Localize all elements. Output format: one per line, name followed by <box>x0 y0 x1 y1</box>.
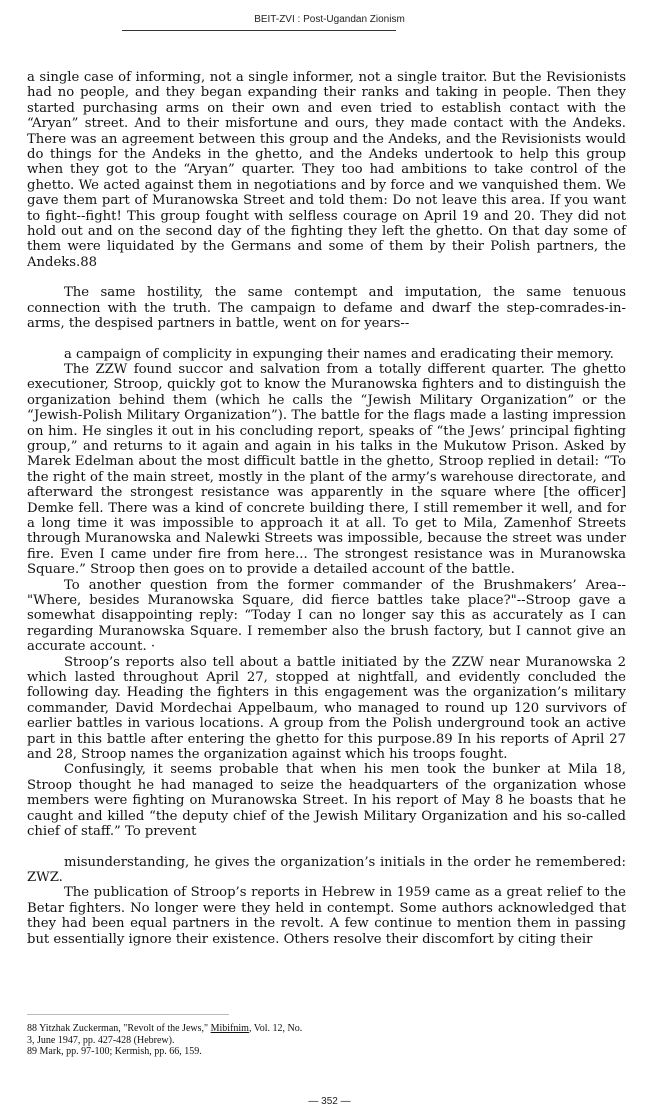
footnote-89: 89 Mark, pp. 97-100; Kermish, pp. 66, 159. <box>27 1046 202 1057</box>
paragraph-9: The publication of Stroop’s reports in Hebrew in 1959 came as a great relief to the Betar fighters. No longer were they held in contempt. Some authors acknowledged that they had been equal partners in the revolt. A few continue to mention them in passing but essentially ignore their existence. Others resolve their discomfort by citing their <box>27 885 626 947</box>
footnote-rule <box>27 1014 229 1015</box>
paragraph-4: The ZZW found succor and salvation from a totally different quarter. The ghetto executioner, Stroop, quickly got to know the Muranowska fighters and to distinguish the organization behind them (which he calls the “Jewish Military Organization” or the “Jewish-Polish Military Organization”). The battle for the flags made a lasting impression on him. He singles it out in his concluding report, speaks of “the Jews’ principal fighting group,” and returns to it again and again in his talks in the Mukutow Prison. Asked by Marek Edelman about the most difficult battle in the ghetto, Stroop replied in detail: “To the right of the main street, mostly in the plant of the army’s warehouse directorate, and afterward the strongest resistance was apparently in the square where [the officer] Demke fell. There was a kind of concrete building there, I still remember it well, and for a long time it was impossible to approach it at all. To get to Mila, Zamenhof Streets through Muranowska and Nalewki Streets was impossible, because the street was under fire. Even I came under fire from here... The strongest resistance was in Muranowska Square.” Stroop then goes on to provide a detailed account of the battle. <box>27 361 626 578</box>
footnote-88 <box>27 1023 387 1035</box>
paragraph-1: a single case of informing, not a single informer, not a single traitor. But the Revisionists had no people, and they began expanding their ranks and taking in people. Then they started purchasing arms on their own and even tried to establish contact with the “Aryan” street. And to their misfortune and ours, they made contact with the Andeks. There was an agreement between this group and the Andeks, and the Revisionists would do things for the Andeks in the ghetto, and the Andeks undertook to help this group when they got to the “Aryan” quarter. They too had ambitions to take control of the ghetto. We acted against them in negotiations and by force and we vanquished them. We gave them part of Muranowska Street and told them: Do not leave this area. If you want to fight--fight! This group fought with selfless courage on April 19 and 20. They did not hold out and on the second day of the fighting they left the ghetto. On that day some of them were liquidated by the Germans and some of them by their Polish partners, the Andeks.88 <box>27 70 626 270</box>
running-header: BEIT-ZVI : Post-Ugandan Zionism <box>254 14 405 25</box>
footnote-88-suffix: , Vol. 12, No. <box>248 1023 303 1034</box>
footnotes <box>27 1023 387 1058</box>
page-number: — 352 — <box>308 1096 351 1107</box>
header-rule <box>122 30 396 31</box>
footnote-88-text: 88 Yitzhak Zuckerman, "Revolt of the Jews," <box>27 1023 211 1034</box>
paragraph-gap <box>27 332 626 347</box>
page-body <box>27 70 626 947</box>
paragraph-7: Confusingly, it seems probable that when his men took the bunker at Mila 18, Stroop thought he had managed to seize the headquarters of the organization whose members were fighting on Muranowska Street. In his report of May 8 he boasts that he caught and killed “the deputy chief of the Jewish Military Organization and his so-called chief of staff.” To prevent <box>27 762 626 840</box>
paragraph-6: Stroop’s reports also tell about a battle initiated by the ZZW near Muranowska 2 which lasted throughout April 27, stopped at nightfall, and evidently concluded the following day. Heading the fighters in this engagement was the organization’s military commander, David Mordechai Appelbaum, who managed to round up 120 survivors of earlier battles in various locations. A group from the Polish underground took an active part in this battle after entering the ghetto for this purpose.89 In his reports of April 27 and 28, Stroop names the organization against which his troops fought. <box>27 654 626 763</box>
paragraph-2: The same hostility, the same contempt and imputation, the same tenuous connection with the truth. The campaign to defame and dwarf the step-comrades-in-arms, the despised partners in battle, went on for years-- <box>27 285 626 332</box>
footnote-88-line2: 3, June 1947, pp. 427-428 (Hebrew). <box>27 1034 175 1046</box>
paragraph-8: misunderstanding, he gives the organization’s initials in the order he remembered: ZWZ. <box>27 854 626 885</box>
paragraph-gap <box>27 270 626 285</box>
footnote-88-journal: Mibifnim <box>210 1023 249 1034</box>
paragraph-5: To another question from the former commander of the Brushmakers’ Area-- "Where, besides Muranowska Square, did fierce battles take place?"--Stroop gave a somewhat disappointing reply: “Today I can no longer say this as accurately as I can regarding Muranowska Square. I remember also the brush factory, but I cannot give an accurate account. · <box>27 577 626 655</box>
paragraph-gap <box>27 840 626 855</box>
paragraph-3: a campaign of complicity in expunging their names and eradicating their memory. <box>64 346 614 362</box>
